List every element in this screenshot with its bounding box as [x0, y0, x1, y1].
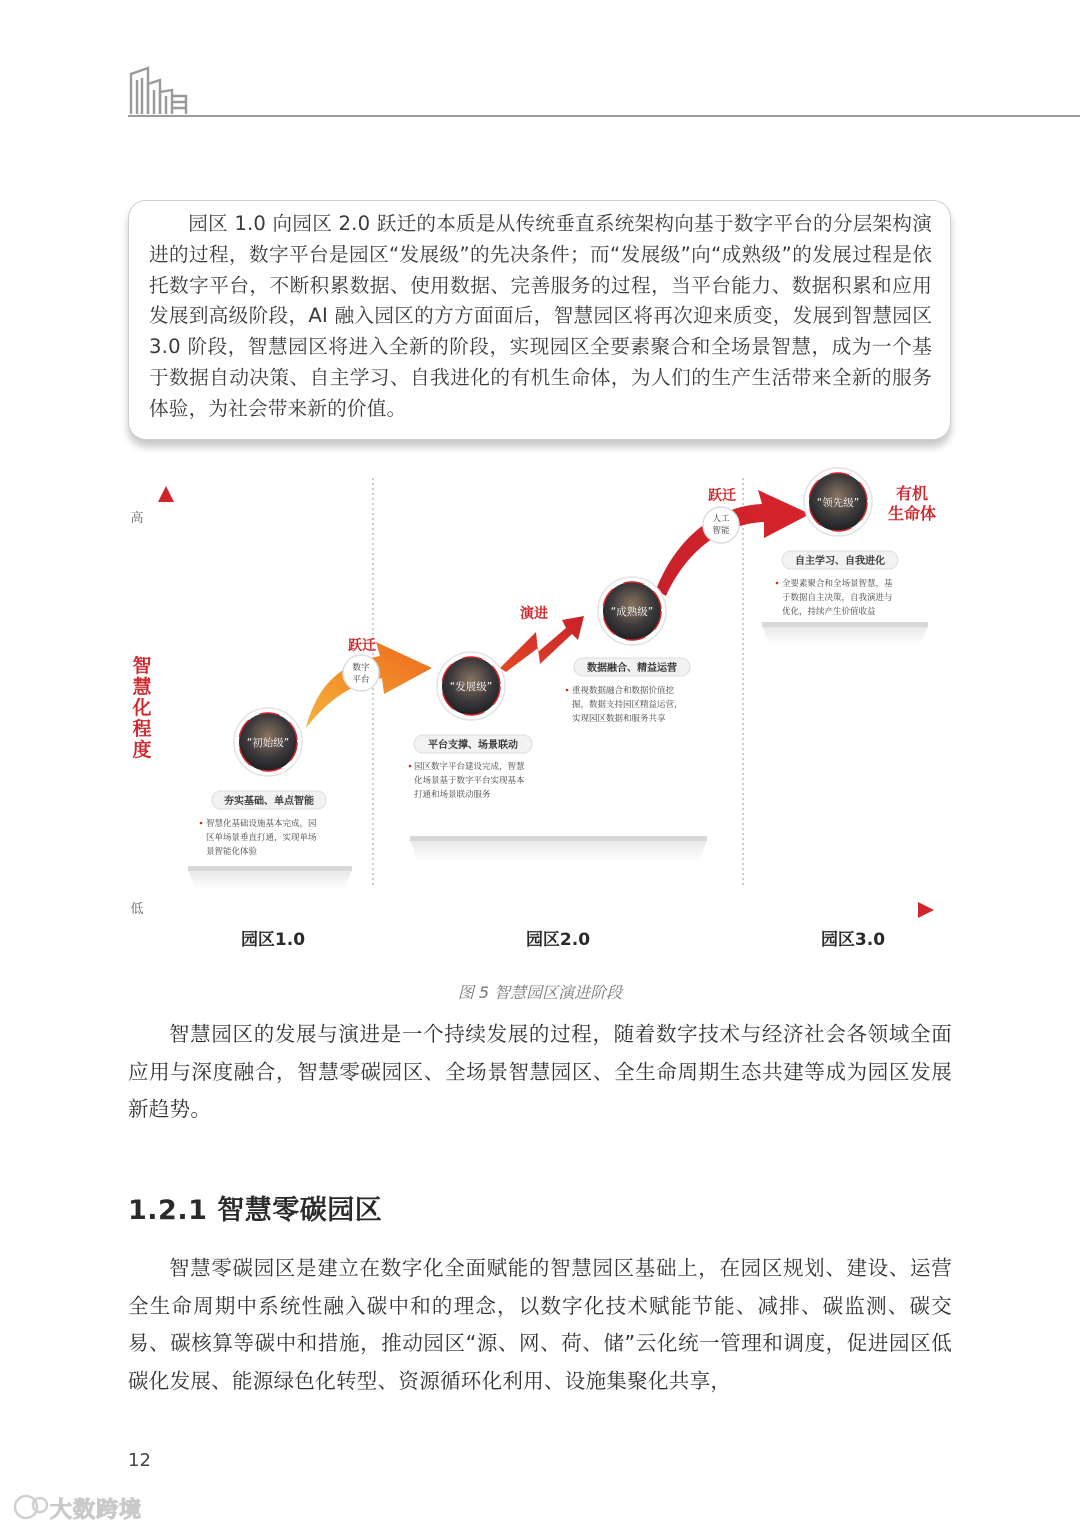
ai-circle: [703, 507, 739, 543]
y-high-label: 高: [130, 511, 144, 526]
stage-desc-line: 打通和场景联动服务: [414, 790, 491, 800]
stage-desc-line: 园区数字平台建设完成，智慧: [414, 762, 525, 772]
svg-text:智能: 智能: [712, 526, 730, 536]
body-paragraph: 智慧园区的发展与演进是一个持续发展的过程，随着数字技术与经济社会各领域全面应用与深度融合，智慧零碳园区、全场景智慧园区、全生命周期生态共建等成为园区发展新趋势。: [128, 1022, 952, 1121]
svg-text:平台: 平台: [352, 675, 370, 685]
x-label-park-1: 园区1.0: [240, 930, 306, 950]
svg-text:化: 化: [132, 697, 152, 719]
stage-mature: [566, 577, 690, 724]
callout-text: 园区 1.0 向园区 2.0 跃迁的本质是从传统垂直系统架构向基于数字平台的分层架构演进的过程，数字平台是园区“发展级”的先决条件；而“发展级”向“成熟级”的发展过程是依托数字平台，不断积累数据、使用数据、完善服务的过程，当平台能力、数据积累和应用发展到高级阶段，AI 融入园区的方方面面后，智慧园区将再次迎来质变，发展到智慧园区 3.0 阶段，智慧园区将进入全新的阶段，实现园区全要素聚合和全场景智慧，成为一个基于数据自动决策、自主学习、自我进化的有机生命体，为人们的生产生活带来全新的服务体验，为社会带来新的价值。: [149, 212, 932, 420]
stage-desc-line: 化场景基于数字平台实现基本: [414, 776, 525, 786]
figure-caption: 图 5 智慧园区演进阶段: [457, 983, 623, 1002]
stage-desc-line: 重视数据融合和数据价值挖: [572, 686, 675, 696]
building-logo-icon: [128, 62, 190, 116]
x-axis-arrowhead: [918, 902, 934, 918]
digital-platform-circle: [343, 655, 379, 691]
stage-desc-line: 景智能化体验: [206, 847, 258, 857]
stage-desc-line: 全要素聚合和全场景智慧，基: [782, 579, 893, 589]
svg-text:程: 程: [132, 718, 152, 740]
stage-name: “初始级”: [246, 737, 290, 749]
transition-label-1: 跃迁: [348, 638, 376, 654]
svg-text:慧: 慧: [132, 676, 152, 698]
y-low-label: 低: [130, 902, 144, 917]
stage-desc-line: 智慧化基础设施基本完成，园: [206, 819, 317, 829]
body-paragraph: 智慧零碳园区是建立在数字化全面赋能的智慧园区基础上，在园区规划、建设、运营全生命周期中系统性融入碳中和的理念，以数字化技术赋能节能、减排、碳监测、碳交易、碳核算等碳中和措施，推动园区“源、网、荷、储”云化统一管理和调度，促进园区低碳化发展、能源绿色化转型、资源循环化利用、设施集聚化共享，: [128, 1256, 952, 1393]
y-axis-arrowhead: [158, 486, 174, 502]
stage-desc-line: 区单场景垂直打通，实现单场: [206, 833, 317, 843]
svg-text:数字: 数字: [352, 663, 370, 673]
stage-name: “发展级”: [449, 681, 493, 693]
x-label-park-2: 园区2.0: [525, 930, 591, 950]
stage-desc-line: 实现园区数据和服务共享: [572, 714, 666, 724]
stage-desc-line: 优化，持续产生价值收益: [782, 607, 876, 617]
stage-initial: [200, 708, 326, 857]
watermark-text: 大数跨境: [50, 1498, 143, 1523]
goal-label-line1: 有机: [895, 484, 929, 503]
stage-title: 自主学习、自我进化: [795, 556, 885, 567]
stage-developing: [409, 652, 532, 800]
stage-leading: [776, 468, 898, 617]
transition-arrow-2: [500, 616, 584, 672]
stage-shelf: [762, 622, 928, 645]
transition-label-3: 跃迁: [708, 488, 736, 504]
x-label-park-3: 园区3.0: [820, 930, 886, 950]
evolution-stages-figure: [0, 460, 1080, 980]
stage-desc-line: 掘，数据支持园区精益运营，: [572, 700, 683, 710]
stage-desc-line: 于数据自主决策，自我演进与: [782, 593, 893, 603]
stage-name: “成熟级”: [610, 606, 654, 618]
stage-name: “领先级”: [816, 497, 860, 509]
header-rule: [128, 115, 1080, 117]
section-heading: 1.2.1 智慧零碳园区: [128, 1195, 383, 1226]
summary-callout-box: [128, 200, 951, 440]
svg-text:人工: 人工: [712, 514, 730, 524]
transition-label-2: 演进: [520, 606, 548, 622]
stage-shelf: [188, 866, 352, 890]
stage-title: 平台支撑、场景联动: [428, 740, 518, 751]
stage-shelf: [410, 836, 707, 862]
y-axis-title: [131, 654, 151, 761]
svg-text:智: 智: [132, 655, 152, 677]
stage-title: 数据融合、精益运营: [587, 663, 677, 674]
goal-label-line2: 生命体: [887, 504, 937, 523]
stage-title: 夯实基础、单点智能: [224, 796, 314, 807]
page-number: 12: [128, 1450, 151, 1471]
svg-text:度: 度: [132, 739, 152, 761]
